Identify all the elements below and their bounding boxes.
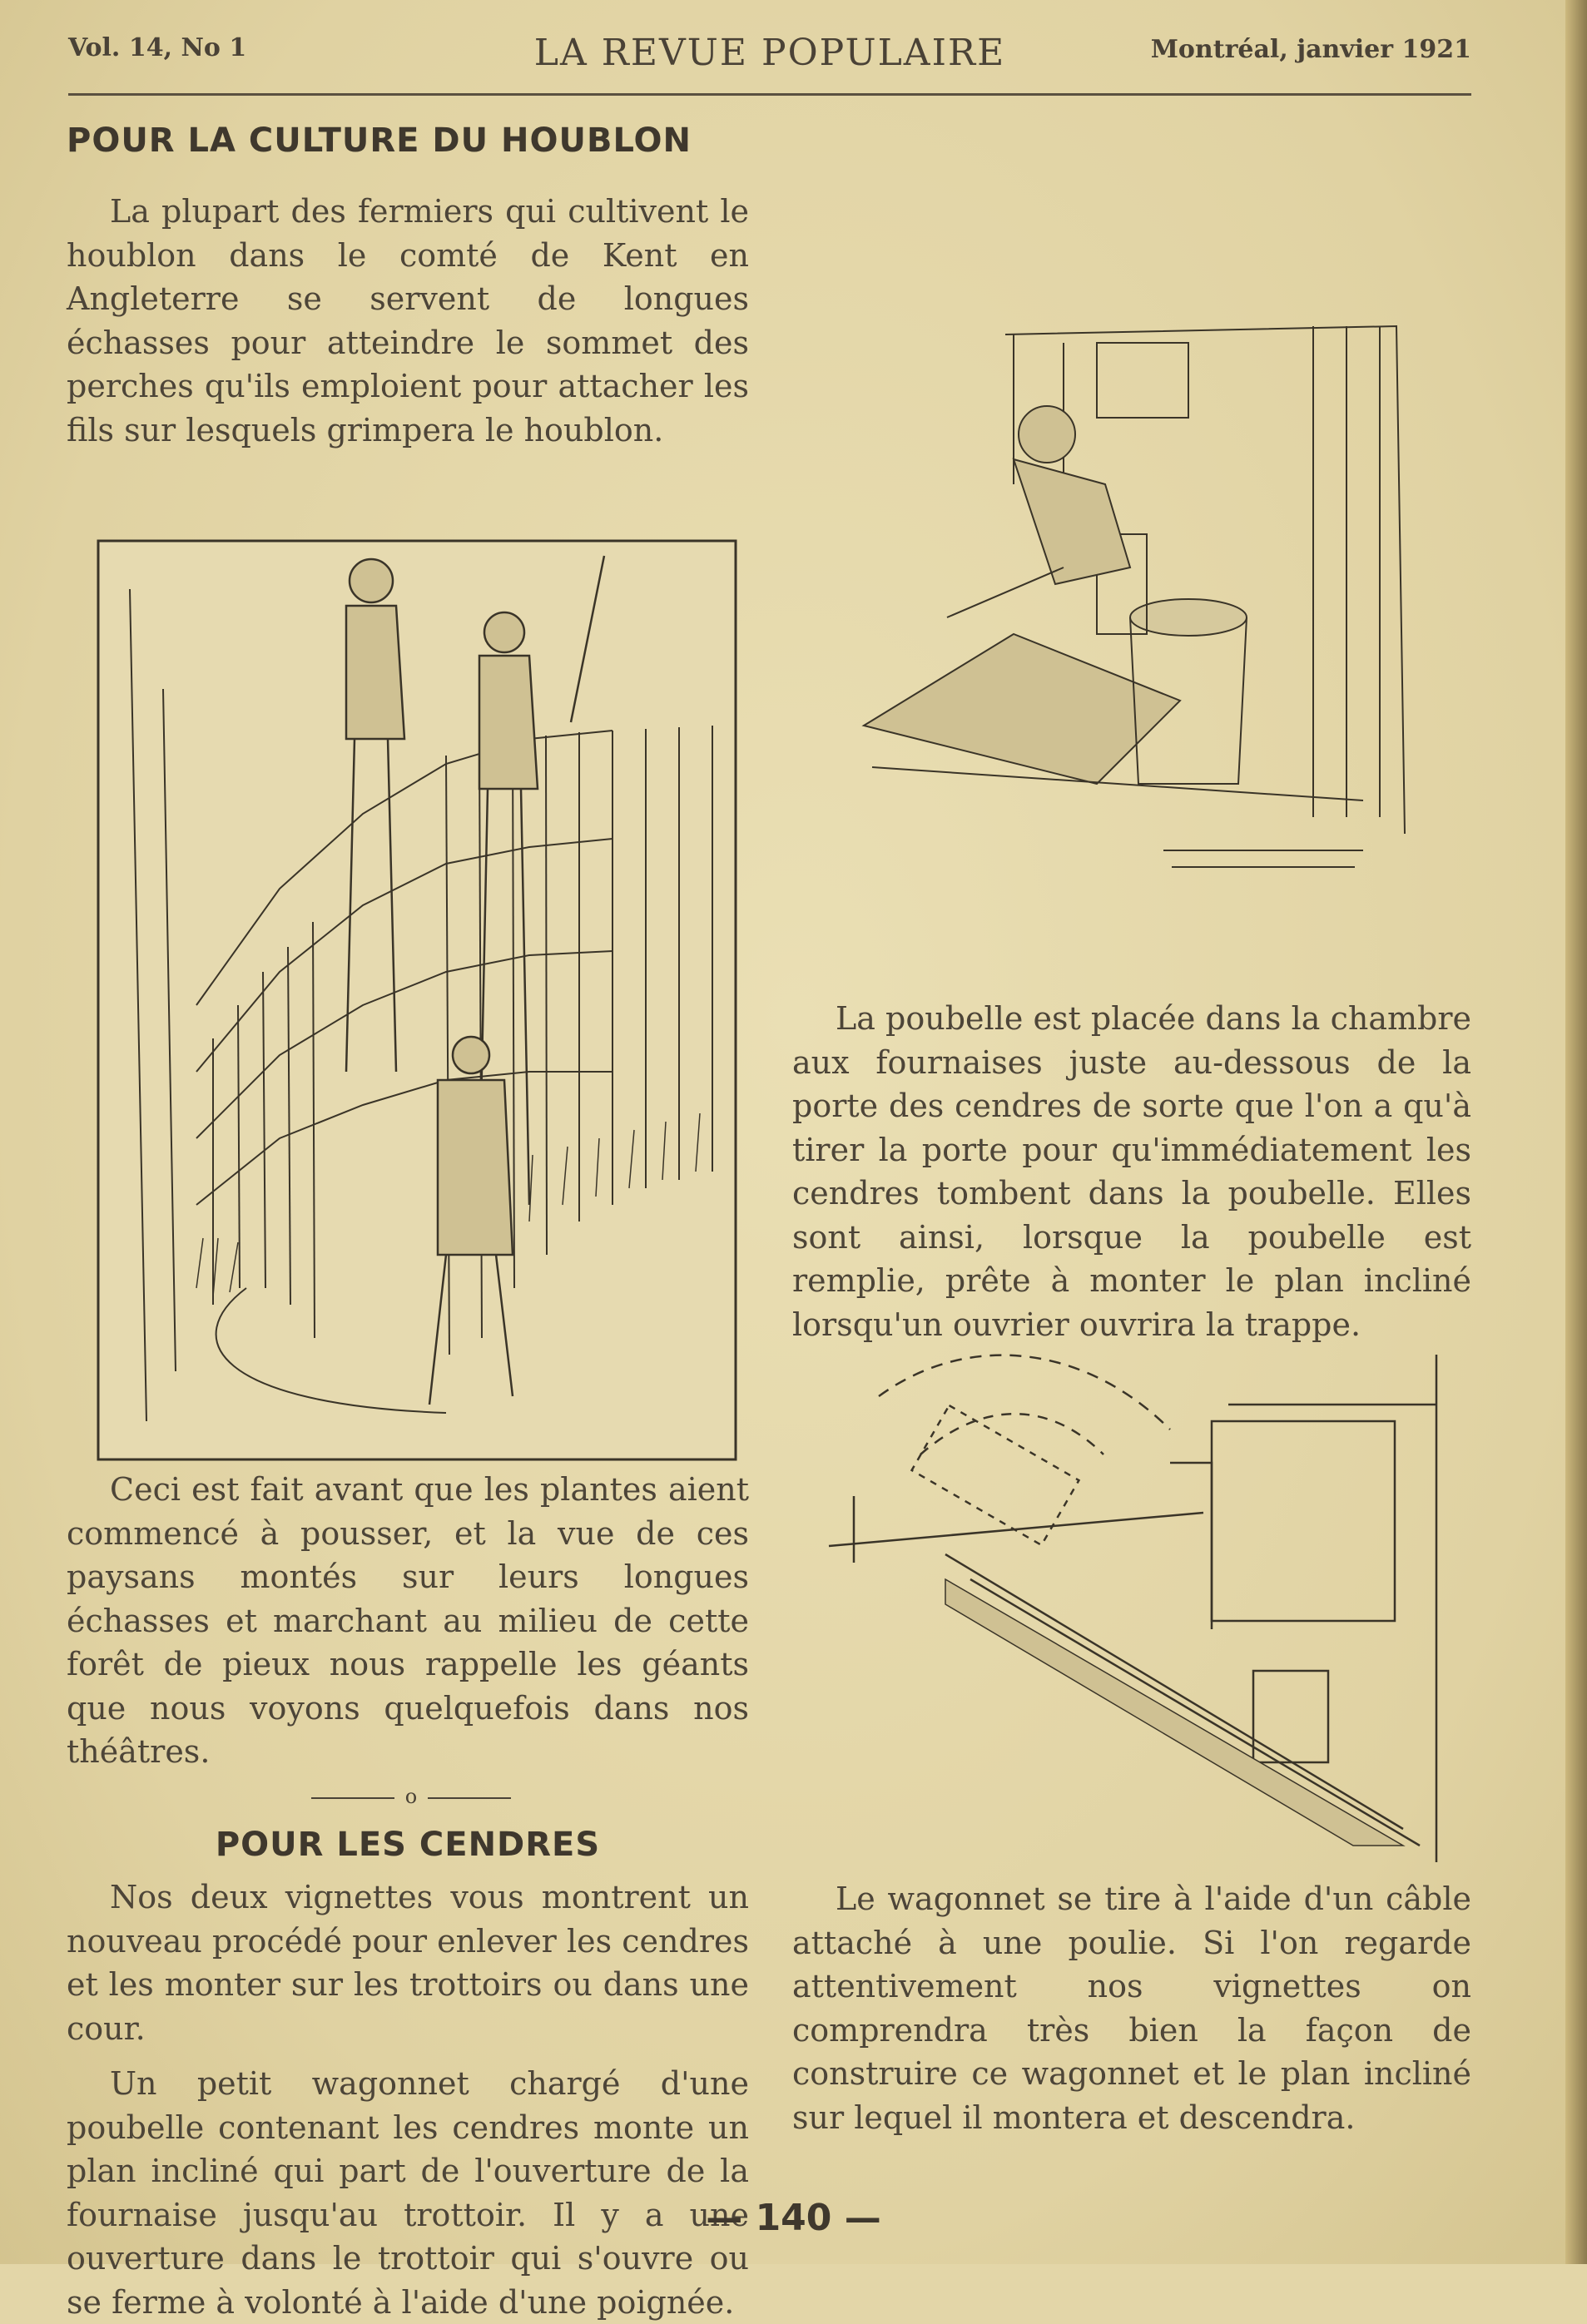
article-ashes-continued bbox=[792, 121, 1471, 1346]
issue-date: Montréal, janvier 1921 bbox=[1150, 35, 1471, 64]
page-spine-shadow bbox=[1565, 0, 1587, 2264]
article-hops-paragraph-2: Ceci est fait avant que les plantes aient commencé à pousser, et la vue de ces paysans montés sur leurs longues échasses et marchant au milieu de cette forêt de pieux nous rappelle les géants que nous voyons quelquefois dans nos théâtres. bbox=[67, 1471, 749, 1770]
article-title-hops: POUR LA CULTURE DU HOUBLON bbox=[67, 121, 692, 160]
page-number: — 140 — bbox=[706, 2197, 881, 2239]
article-ashes bbox=[67, 1826, 749, 2324]
article-hops bbox=[67, 121, 749, 452]
article-ashes-paragraph-4: Le wagonnet se tire à l'aide d'un câble attaché à une poulie. Si l'on regarde attentivement nos vignettes on comprendra très bien la façon de construire ce wagonnet et le plan incliné sur lequel il montera et descendra. bbox=[792, 1881, 1471, 2136]
article-title-ashes: POUR LES CENDRES bbox=[215, 1826, 601, 1864]
volume-number: Vol. 14, No 1 bbox=[68, 33, 247, 62]
magazine-title: LA REVUE POPULAIRE bbox=[533, 32, 1006, 74]
article-ashes-end bbox=[792, 1877, 1471, 2139]
article-ashes-paragraph-1: Nos deux vignettes vous montrent un nouveau procédé pour enlever les cendres et les monter sur les trottoirs ou dans une cour. bbox=[67, 1879, 749, 2047]
hop-stilt-walkers-illustration bbox=[97, 539, 737, 1461]
page-header bbox=[68, 30, 1471, 96]
article-ashes-paragraph-3: La poubelle est placée dans la chambre aux fournaises juste au-dessous de la porte des cendres de sorte que l'on a qu'à tirer la porte pour qu'immédiatement les cendres tombent dans la poubelle. Elles sont ainsi, lorsque la poubelle est remplie, prête à monter le plan incliné lorsqu'un ouvrier ouvrira la trappe. bbox=[792, 1000, 1471, 1343]
article-ashes-paragraph-2: Un petit wagonnet chargé d'une poubelle contenant les cendres monte un plan incliné qui part de l'ouverture de la fournaise jusqu'au trottoir. Il y a une ouverture dans le trottoir qui s'ouvre ou se ferme à volonté à l'aide d'une poignée. bbox=[67, 2065, 749, 2321]
article-hops-continued bbox=[67, 1468, 749, 1774]
article-hops-paragraph-1: La plupart des fermiers qui cultivent le houblon dans le comté de Kent en Angleterre se servent de longues échasses pour atteindre le sommet des perches qu'ils emploient pour attacher les fils sur lesquels grimpera le houblon. bbox=[67, 193, 749, 448]
inclined-plane-diagram bbox=[821, 1330, 1453, 1862]
section-separator: o bbox=[311, 1785, 511, 1810]
